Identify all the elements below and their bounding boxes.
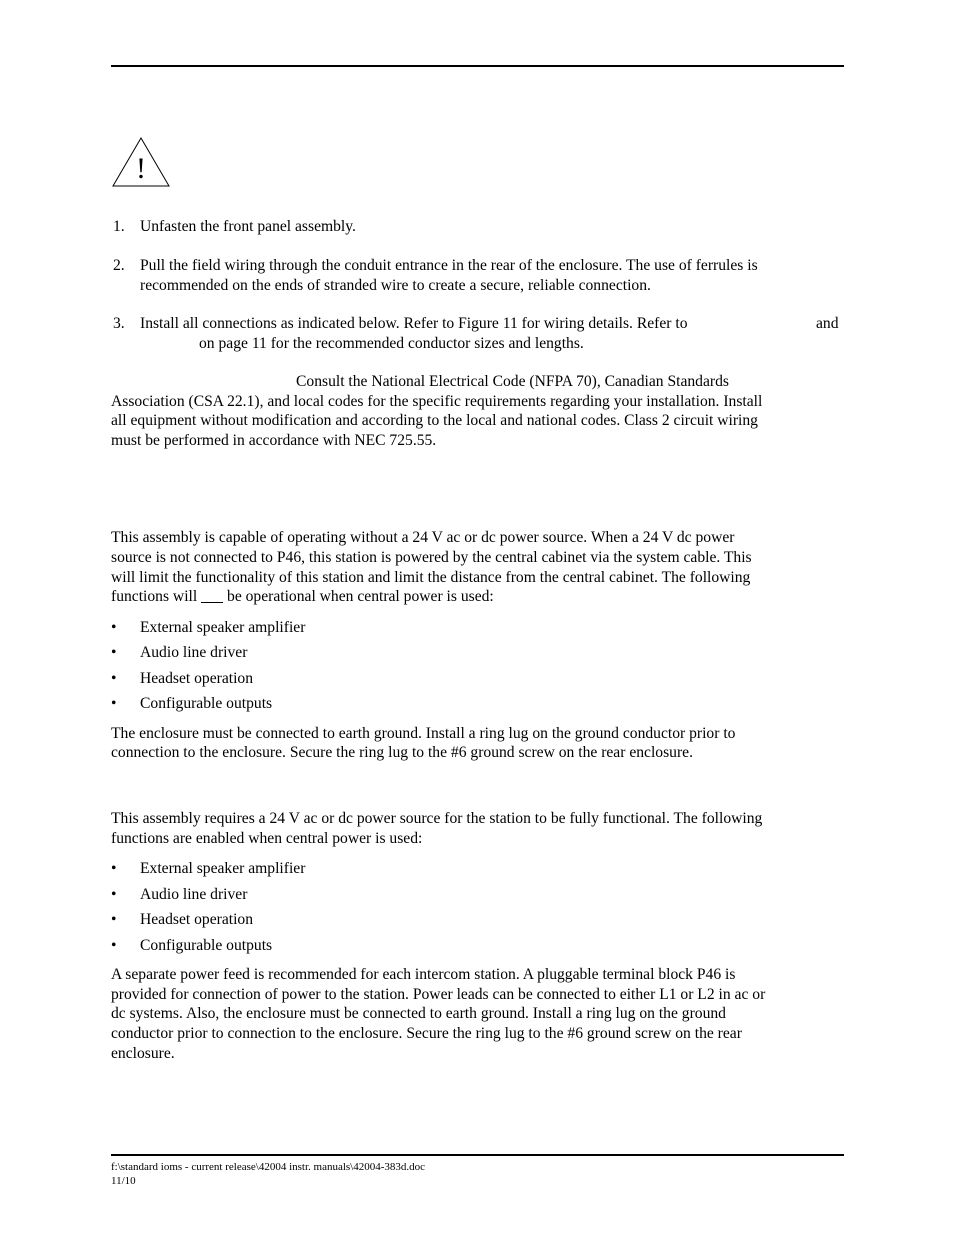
step-text: Unfasten the front panel assembly. <box>140 218 356 235</box>
paragraph-line: A separate power feed is recommended for each intercom station. A pluggable terminal block P46 is <box>111 966 736 983</box>
paragraph-line: will limit the functionality of this station and limit the distance from the central cabinet. The following <box>111 569 751 586</box>
paragraph-line: The enclosure must be connected to earth ground. Install a ring lug on the ground conductor prior to <box>111 725 736 742</box>
paragraph-line: source is not connected to P46, this station is powered by the central cabinet via the system cable. This <box>111 549 752 566</box>
warning-mark: ! <box>136 152 146 185</box>
list-item-text: Headset operation <box>140 911 254 928</box>
operational-text: be operational when central power is used: <box>227 588 494 605</box>
step-number: 3. <box>113 315 125 332</box>
list-item <box>111 618 846 638</box>
list-item-text: Audio line driver <box>140 886 248 903</box>
step-number: 1. <box>113 218 125 235</box>
paragraph-line: functions are enabled when central power is used: <box>111 830 423 847</box>
step-text-line: on page 11 for the recommended conductor sizes and lengths. <box>199 335 584 352</box>
list-item <box>111 694 846 714</box>
bullet-icon: • <box>111 937 117 954</box>
footer <box>111 1160 425 1188</box>
functions-will-text: functions will <box>111 588 198 605</box>
list-item-text: Headset operation <box>140 670 254 687</box>
bullet-icon: • <box>111 886 117 903</box>
step-text-line: recommended on the ends of stranded wire to create a secure, reliable connection. <box>140 277 651 294</box>
paragraph-line: enclosure. <box>111 1045 175 1062</box>
step-text-line: Install all connections as indicated below. Refer to Figure 11 for wiring details. Refer to <box>140 315 688 332</box>
code-note-line: must be performed in accordance with NEC 725.55. <box>111 432 437 449</box>
bullet-icon: • <box>111 670 117 687</box>
paragraph-line: connection to the enclosure. Secure the ring lug to the #6 ground screw on the rear enclosure. <box>111 744 693 761</box>
step-number: 2. <box>113 257 125 274</box>
paragraph-line <box>111 587 846 607</box>
header-rule <box>111 65 844 67</box>
code-note-line: all equipment without modification and according to the local and national codes. Class 2 circuit wiring <box>111 412 758 429</box>
bullet-icon: • <box>111 644 117 661</box>
blank-underline <box>201 588 223 603</box>
code-note-line: Consult the National Electrical Code (NFPA 70), Canadian Standards <box>296 373 729 390</box>
paragraph-line: dc systems. Also, the enclosure must be connected to earth ground. Install a ring lug on the ground <box>111 1005 726 1022</box>
bullet-icon: • <box>111 695 117 712</box>
warning-triangle-icon <box>111 136 171 188</box>
footer-rule <box>111 1154 844 1156</box>
list-item-text: External speaker amplifier <box>140 619 306 636</box>
list-item <box>111 643 846 663</box>
bullet-icon: • <box>111 619 117 636</box>
bullet-icon: • <box>111 860 117 877</box>
footer-file-path: f:\standard ioms - current release\42004 instr. manuals\42004-383d.doc <box>111 1161 426 1173</box>
list-item <box>111 859 846 879</box>
paragraph-line: This assembly is capable of operating without a 24 V ac or dc power source. When a 24 V dc power <box>111 529 735 546</box>
paragraph-line: conductor prior to connection to the enclosure. Secure the ring lug to the #6 ground screw on the rear <box>111 1025 742 1042</box>
list-item <box>111 669 846 689</box>
step-text-line: Pull the field wiring through the conduit entrance in the rear of the enclosure. The use of ferrules is <box>140 257 758 274</box>
list-item-text: Audio line driver <box>140 644 248 661</box>
code-note-line: Association (CSA 22.1), and local codes for the specific requirements regarding your installation. Install <box>111 393 763 410</box>
list-item-text: Configurable outputs <box>140 937 273 954</box>
footer-date: 11/10 <box>111 1175 136 1187</box>
list-item <box>111 885 846 905</box>
list-item <box>111 910 846 930</box>
list-item-text: Configurable outputs <box>140 695 273 712</box>
paragraph-line: provided for connection of power to the station. Power leads can be connected to either L1 or L2 in ac or <box>111 986 766 1003</box>
paragraph-line: This assembly requires a 24 V ac or dc power source for the station to be fully functional. The following <box>111 810 763 827</box>
step-text-and: and <box>816 315 839 332</box>
list-item-text: External speaker amplifier <box>140 860 306 877</box>
bullet-icon: • <box>111 911 117 928</box>
list-item <box>111 936 846 956</box>
